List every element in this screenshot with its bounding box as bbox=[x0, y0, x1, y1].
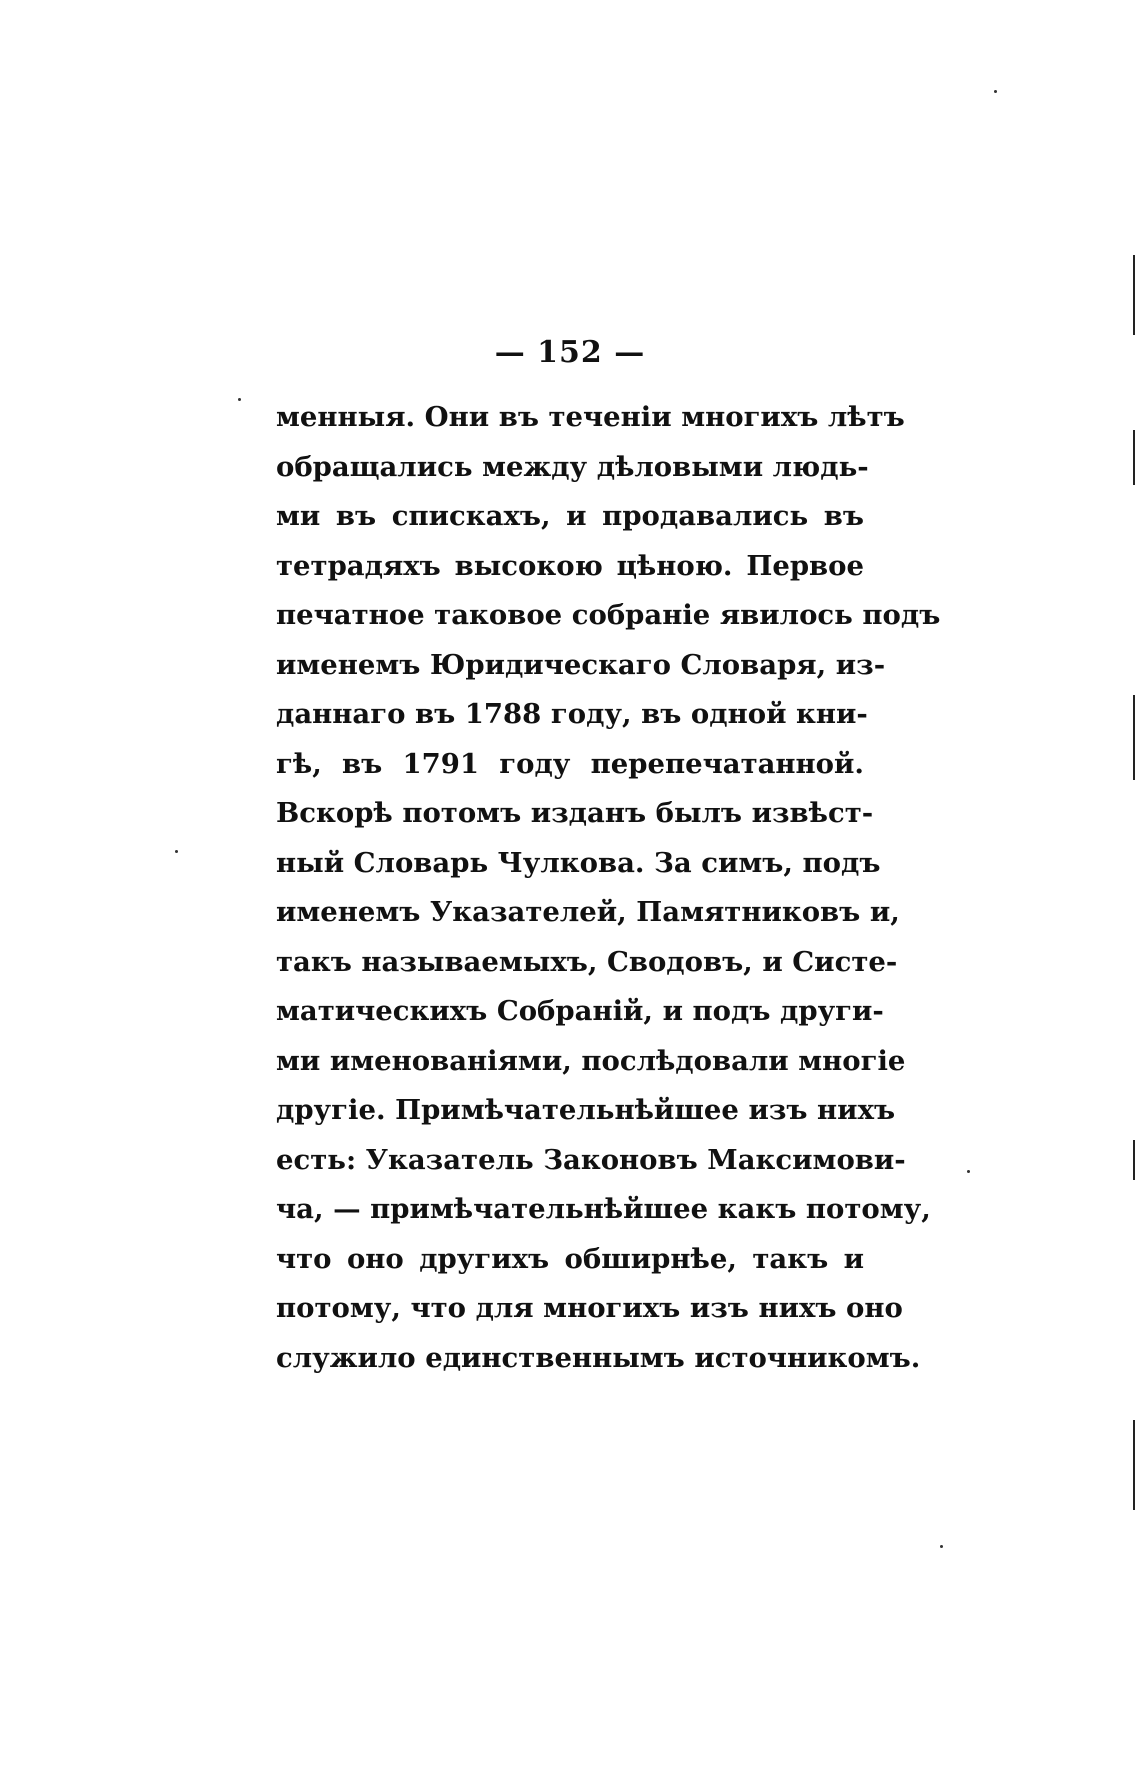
text-line: именемъ Юридическаго Словаря, из- bbox=[276, 648, 886, 681]
page-number: — 152 — bbox=[494, 335, 646, 370]
text-line: матическихъ Собраній, и подъ други- bbox=[276, 995, 884, 1027]
text-line: именемъ Указателей, Памятниковъ и, bbox=[276, 896, 900, 928]
text-line: гѣ, въ 1791 году перепечатанной. bbox=[276, 747, 864, 780]
text-line: ча, — примѣчательнѣйшее какъ потому, bbox=[276, 1193, 931, 1225]
text-line: тетрадяхъ высокою цѣною. Первое bbox=[276, 549, 864, 582]
scan-edge-mark bbox=[1133, 1420, 1135, 1510]
text-line: другіе. Примѣчательнѣйшее изъ нихъ bbox=[276, 1094, 896, 1126]
scan-edge-mark bbox=[1133, 430, 1135, 485]
scan-edge-mark bbox=[1133, 255, 1135, 335]
scan-speck bbox=[175, 850, 178, 853]
scan-edge-mark bbox=[1133, 695, 1135, 780]
text-line: менныя. Они въ теченіи многихъ лѣтъ bbox=[276, 401, 905, 433]
text-line: потому, что для многихъ изъ нихъ оно bbox=[276, 1292, 903, 1324]
text-line: обращались между дѣловыми людь- bbox=[276, 450, 869, 483]
scan-speck bbox=[967, 1170, 970, 1173]
text-line: ми именованіями, послѣдовали многіе bbox=[276, 1044, 906, 1077]
text-line: ный Словарь Чулкова. За симъ, подъ bbox=[276, 846, 881, 879]
text-line: Вскорѣ потомъ изданъ былъ извѣст- bbox=[276, 797, 874, 829]
scan-speck bbox=[940, 1545, 943, 1548]
text-line: есть: Указатель Законовъ Максимови- bbox=[276, 1143, 906, 1176]
scan-speck bbox=[994, 90, 997, 93]
text-line: печатное таковое собраніе явилось подъ bbox=[276, 599, 941, 631]
text-line: что оно другихъ обширнѣе, такъ и bbox=[276, 1242, 864, 1275]
text-line: такъ называемыхъ, Сводовъ, и Систе- bbox=[276, 945, 898, 978]
text-line: ми въ спискахъ, и продавались въ bbox=[276, 500, 864, 532]
text-line: даннаго въ 1788 году, въ одной кни- bbox=[276, 698, 868, 730]
body-text bbox=[276, 393, 941, 1383]
scan-edge-mark bbox=[1133, 1140, 1135, 1180]
text-line: служило единственнымъ источникомъ. bbox=[276, 1341, 921, 1374]
scan-speck bbox=[238, 398, 241, 401]
